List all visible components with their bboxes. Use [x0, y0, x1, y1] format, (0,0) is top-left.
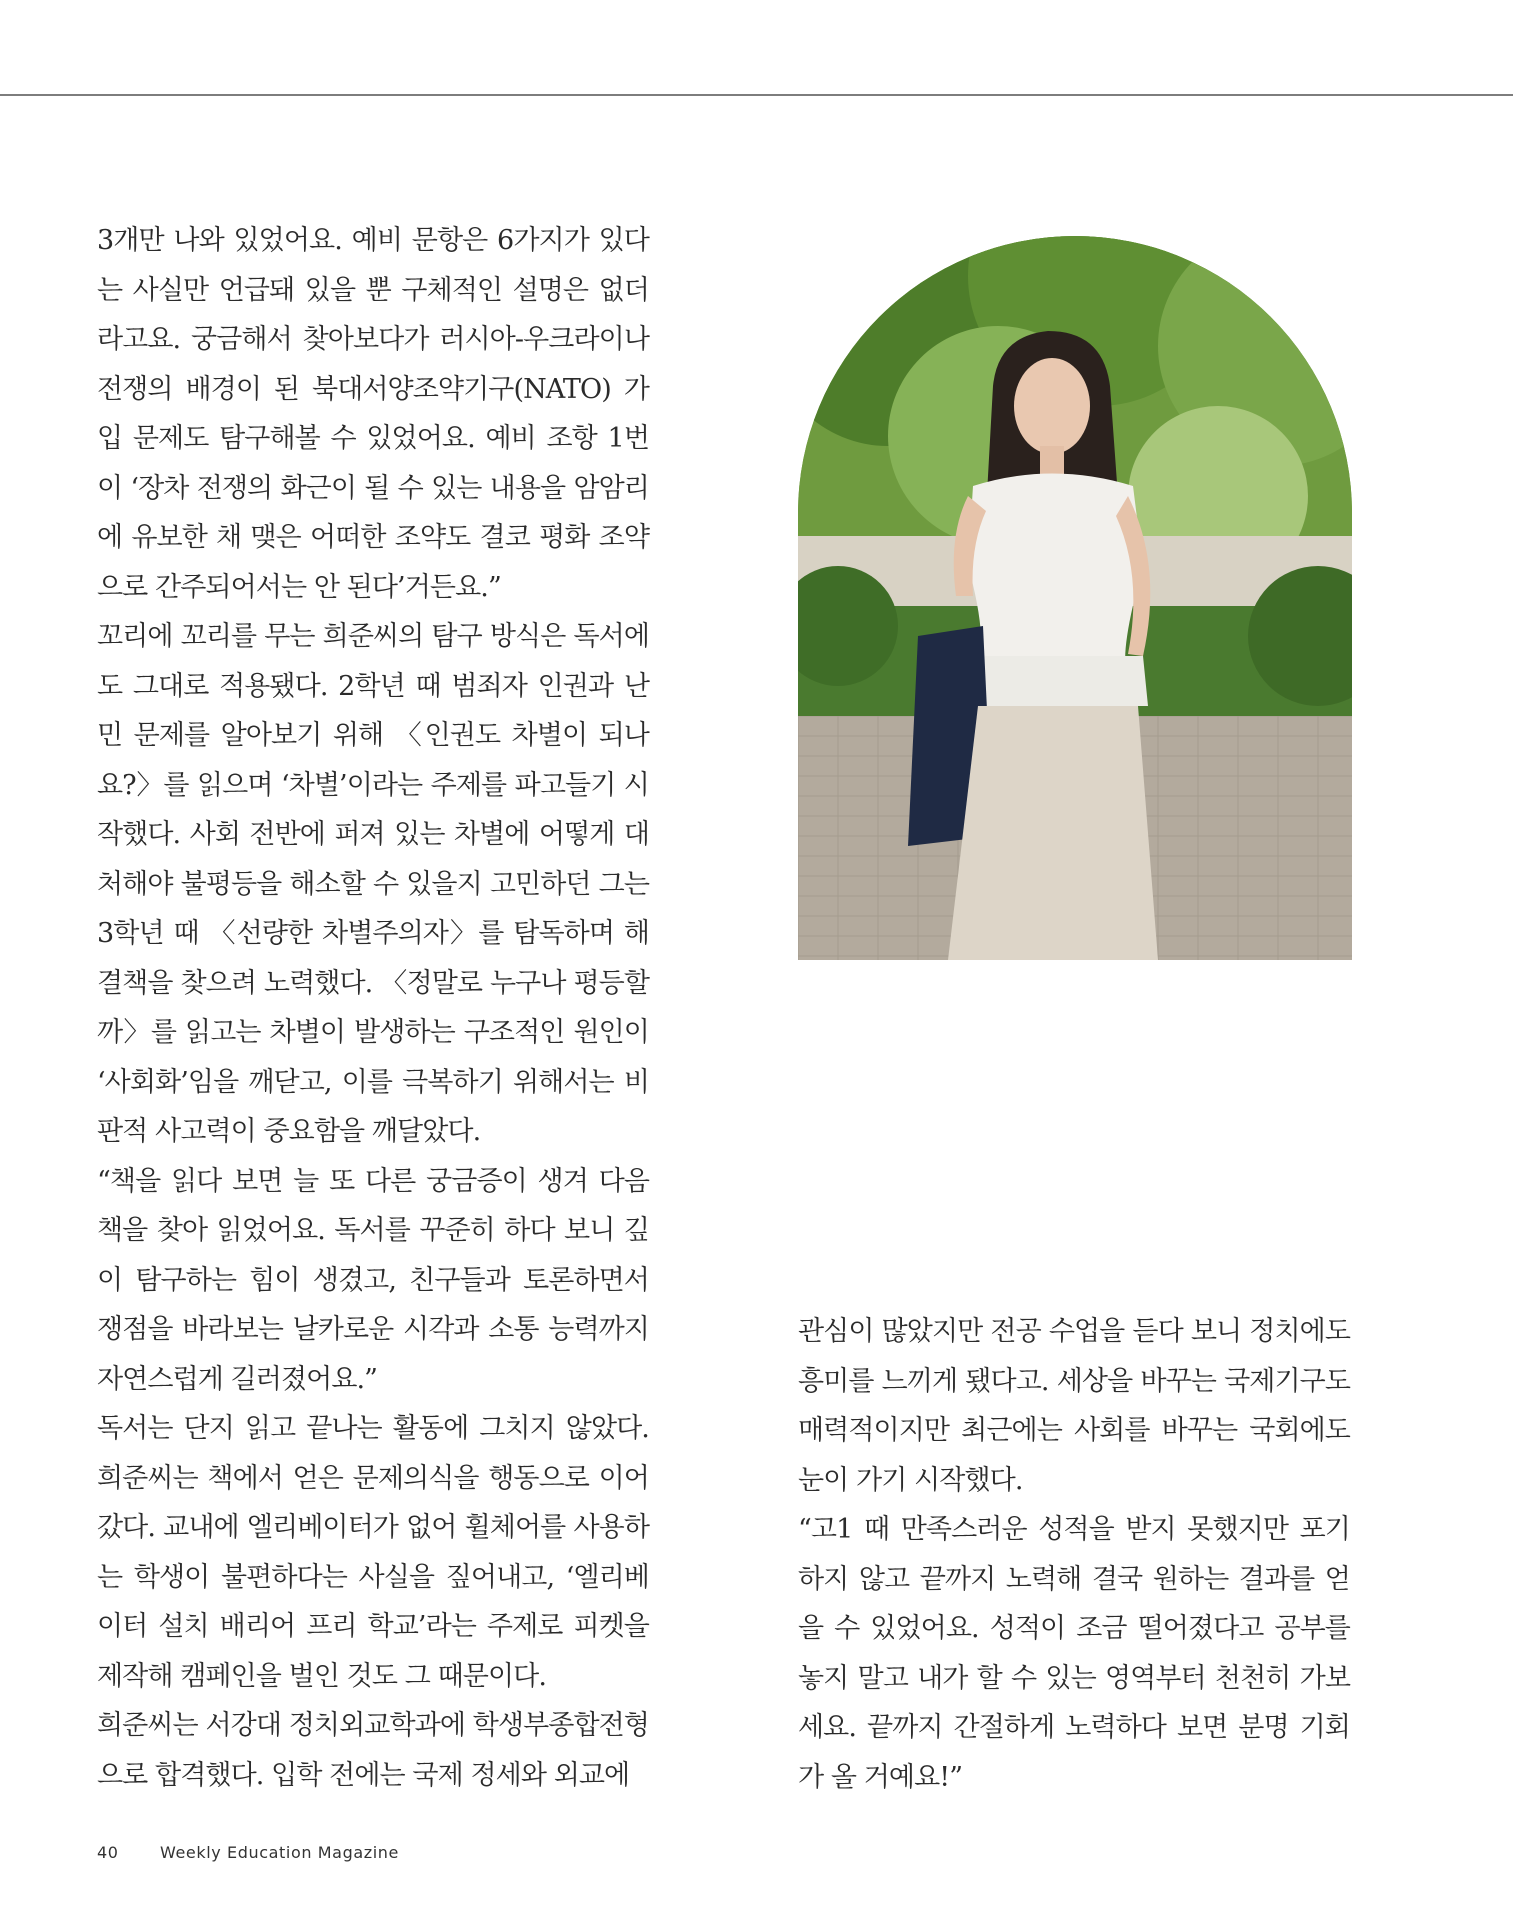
body-paragraph: 3개만 나와 있었어요. 예비 문항은 6가지가 있다는 사실만 언급돼 있을 뿐 구체적인 설명은 없더라고요. 궁금해서 찾아보다가 러시아-우크라이나 전쟁의 배경이 된 북대서양조약기구(NATO) 가입 문제도 탐구해볼 수 있었어요. 예비 조항 1번이 ‘장차 전쟁의 화근이 될 수 있는 내용을 암암리에 유보한 채 맺은 어떠한 조약도 결코 평화 조약으로 간주되어서는 안 된다’거든요.” [97, 225, 649, 603]
left-text-column [97, 216, 649, 1800]
portrait-photo-icon [798, 236, 1352, 960]
body-paragraph: 독서는 단지 읽고 끝나는 활동에 그치지 않았다. 희준씨는 책에서 얻은 문제의식을 행동으로 이어갔다. 교내에 엘리베이터가 없어 휠체어를 사용하는 학생이 불편하다는 사실을 짚어내고, ‘엘리베이터 설치 배리어 프리 학교’라는 주제로 피켓을 제작해 캠페인을 벌인 것도 그 때문이다. [97, 1413, 649, 1692]
body-paragraph: 관심이 많았지만 전공 수업을 듣다 보니 정치에도 흥미를 느끼게 됐다고. 세상을 바꾸는 국제기구도 매력적이지만 최근에는 사회를 바꾸는 국회에도 눈이 가기 시작했다. [798, 1316, 1350, 1496]
magazine-name: Weekly Education Magazine [160, 1843, 399, 1862]
header-rule [0, 94, 1513, 96]
portrait-photo [798, 236, 1352, 960]
page-number: 40 [97, 1843, 119, 1862]
body-paragraph: 희준씨는 서강대 정치외교학과에 학생부종합전형으로 합격했다. 입학 전에는 국제 정세와 외교에 [97, 1710, 649, 1791]
body-paragraph: “책을 읽다 보면 늘 또 다른 궁금증이 생겨 다음 책을 찾아 읽었어요. 독서를 꾸준히 하다 보니 깊이 탐구하는 힘이 생겼고, 친구들과 토론하면서 쟁점을 바라보는 날카로운 시각과 소통 능력까지 자연스럽게 길러졌어요.” [97, 1165, 649, 1395]
body-paragraph: 꼬리에 꼬리를 무는 희준씨의 탐구 방식은 독서에도 그대로 적용됐다. 2학년 때 범죄자 인권과 난민 문제를 알아보기 위해 〈인권도 차별이 되나요?〉를 읽으며 ‘차별’이라는 주제를 파고들기 시작했다. 사회 전반에 퍼져 있는 차별에 어떻게 대처해야 불평등을 해소할 수 있을지 고민하던 그는 3학년 때 〈선량한 차별주의자〉를 탐독하며 해결책을 찾으려 노력했다. 〈정말로 누구나 평등할까〉를 읽고는 차별이 발생하는 구조적인 원인이 ‘사회화’임을 깨닫고, 이를 극복하기 위해서는 비판적 사고력이 중요함을 깨달았다. [97, 621, 649, 1147]
right-text-column [798, 1307, 1350, 1802]
body-paragraph: “고1 때 만족스러운 성적을 받지 못했지만 포기하지 않고 끝까지 노력해 결국 원하는 결과를 얻을 수 있었어요. 성적이 조금 떨어졌다고 공부를 놓지 말고 내가 할 수 있는 영역부터 천천히 가보세요. 끝까지 간절하게 노력하다 보면 분명 기회가 올 거예요!” [798, 1514, 1350, 1793]
